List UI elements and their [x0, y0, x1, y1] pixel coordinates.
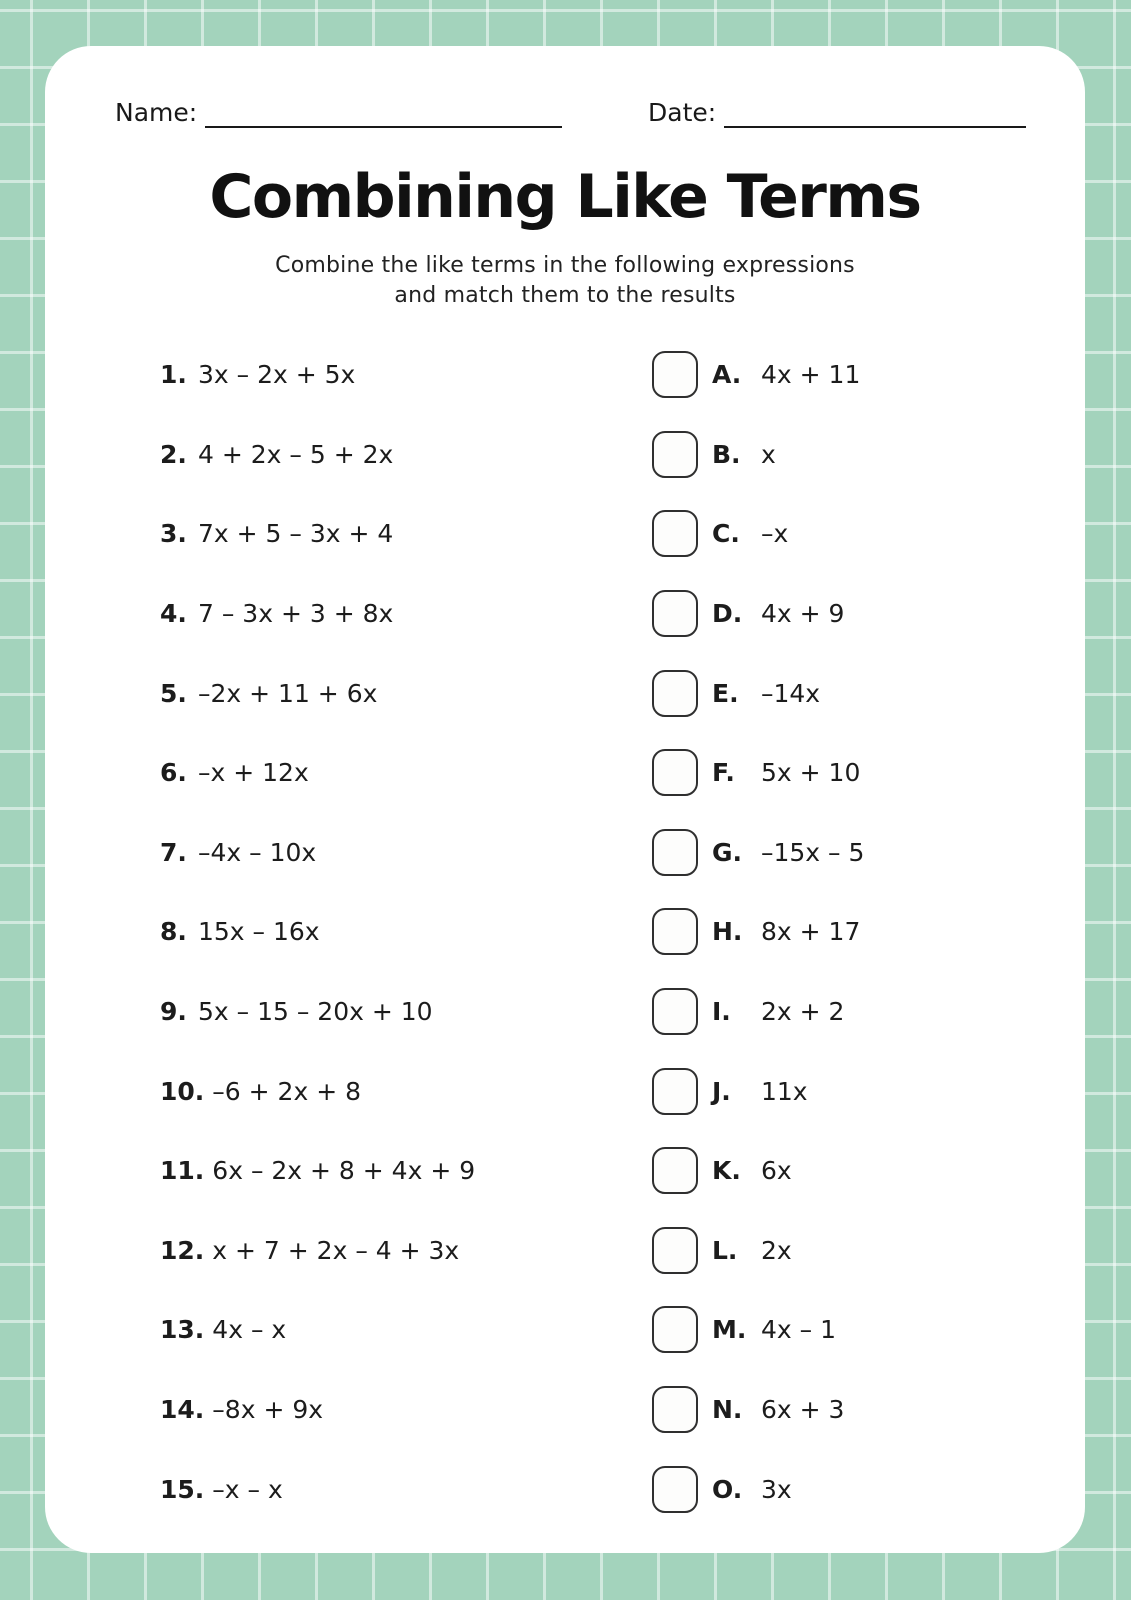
answer-expression: x [761, 439, 776, 469]
question-expression: –x + 12x [198, 758, 309, 788]
answer-letter: J. [712, 1076, 731, 1106]
answer-item [652, 590, 844, 637]
question-number: 13. [160, 1315, 205, 1345]
answer-letter: N. [712, 1395, 743, 1425]
answer-item [652, 431, 776, 478]
question-item [160, 1077, 652, 1106]
answer-expression: 5x + 10 [761, 758, 861, 788]
answer-item [652, 1466, 792, 1513]
question-item [160, 838, 652, 867]
date-input-line[interactable] [724, 98, 1026, 128]
answer-box[interactable] [652, 1386, 698, 1433]
answer-expression: 11x [761, 1076, 808, 1106]
question-item [160, 1156, 652, 1185]
question-number: 15. [160, 1474, 205, 1504]
question-item [160, 679, 652, 708]
answer-expression: 6x [761, 1156, 792, 1186]
question-expression: 6x – 2x + 8 + 4x + 9 [212, 1156, 476, 1186]
answer-box[interactable] [652, 670, 698, 717]
matching-row [160, 653, 1065, 733]
answer-expression: 8x + 17 [761, 917, 861, 947]
name-label: Name: [115, 98, 198, 127]
answer-box[interactable] [652, 829, 698, 876]
question-item [160, 599, 652, 628]
instructions [45, 251, 1085, 311]
question-number: 11. [160, 1156, 205, 1186]
name-field [115, 98, 562, 128]
question-item [160, 758, 652, 787]
answer-letter: M. [712, 1315, 747, 1345]
question-item [160, 440, 652, 469]
answer-expression: 4x + 9 [761, 599, 845, 629]
question-expression: x + 7 + 2x – 4 + 3x [212, 1235, 460, 1265]
answer-box[interactable] [652, 1306, 698, 1353]
matching-row [160, 574, 1065, 654]
question-expression: –6 + 2x + 8 [212, 1076, 361, 1106]
matching-row [160, 733, 1065, 813]
answer-letter: D. [712, 599, 743, 629]
question-expression: –x – x [212, 1474, 283, 1504]
answer-box[interactable] [652, 749, 698, 796]
matching-row [160, 1449, 1065, 1529]
answer-item [652, 829, 864, 876]
answer-expression: 4x + 11 [761, 360, 861, 390]
question-item [160, 1395, 652, 1424]
answer-letter: H. [712, 917, 743, 947]
question-number: 8. [160, 917, 187, 947]
date-field [648, 98, 1026, 128]
matching-list [160, 335, 1065, 1529]
matching-row [160, 1370, 1065, 1450]
question-number: 4. [160, 599, 187, 629]
answer-item [652, 351, 860, 398]
answer-item [652, 1227, 792, 1274]
matching-row [160, 1211, 1065, 1291]
instructions-line-2: and match them to the results [394, 283, 736, 308]
question-number: 10. [160, 1076, 205, 1106]
question-expression: 7x + 5 – 3x + 4 [198, 519, 394, 549]
answer-item [652, 908, 860, 955]
answer-letter: C. [712, 519, 740, 549]
question-number: 3. [160, 519, 187, 549]
question-number: 6. [160, 758, 187, 788]
question-expression: 4 + 2x – 5 + 2x [198, 439, 394, 469]
answer-item [652, 1147, 792, 1194]
question-number: 1. [160, 360, 187, 390]
answer-letter: K. [712, 1156, 741, 1186]
answer-expression: –14x [761, 678, 821, 708]
answer-box[interactable] [652, 510, 698, 557]
answer-item [652, 1306, 836, 1353]
matching-row [160, 1290, 1065, 1370]
question-expression: –4x – 10x [198, 837, 317, 867]
question-item [160, 1236, 652, 1265]
answer-box[interactable] [652, 351, 698, 398]
matching-row [160, 335, 1065, 415]
matching-row [160, 415, 1065, 495]
answer-box[interactable] [652, 431, 698, 478]
question-expression: –8x + 9x [212, 1395, 324, 1425]
question-expression: 5x – 15 – 20x + 10 [198, 997, 433, 1027]
answer-letter: B. [712, 439, 741, 469]
answer-letter: E. [712, 678, 739, 708]
answer-box[interactable] [652, 1227, 698, 1274]
answer-item [652, 749, 860, 796]
matching-row [160, 494, 1065, 574]
question-item [160, 1315, 652, 1344]
answer-letter: F. [712, 758, 735, 788]
instructions-line-1: Combine the like terms in the following expressions [275, 253, 855, 278]
matching-row [160, 892, 1065, 972]
answer-expression: 3x [761, 1474, 792, 1504]
answer-letter: O. [712, 1474, 743, 1504]
matching-row [160, 972, 1065, 1052]
question-number: 7. [160, 837, 187, 867]
answer-letter: A. [712, 360, 742, 390]
date-label: Date: [648, 98, 717, 127]
matching-row [160, 813, 1065, 893]
answer-box[interactable] [652, 1068, 698, 1115]
question-number: 5. [160, 678, 187, 708]
question-expression: 7 – 3x + 3 + 8x [198, 599, 394, 629]
question-item [160, 1475, 652, 1504]
answer-item [652, 1386, 844, 1433]
question-expression: 4x – x [212, 1315, 287, 1345]
question-item [160, 917, 652, 946]
question-number: 2. [160, 439, 187, 469]
question-item [160, 519, 652, 548]
answer-box[interactable] [652, 1466, 698, 1513]
answer-item [652, 670, 820, 717]
matching-row [160, 1131, 1065, 1211]
answer-expression: 6x + 3 [761, 1395, 845, 1425]
question-number: 12. [160, 1235, 205, 1265]
answer-box[interactable] [652, 988, 698, 1035]
question-expression: –2x + 11 + 6x [198, 678, 378, 708]
question-expression: 3x – 2x + 5x [198, 360, 356, 390]
worksheet-card [45, 46, 1085, 1553]
answer-item [652, 988, 844, 1035]
answer-item [652, 510, 788, 557]
answer-item [652, 1068, 808, 1115]
answer-expression: 4x – 1 [761, 1315, 836, 1345]
question-item [160, 360, 652, 389]
matching-row [160, 1051, 1065, 1131]
question-number: 9. [160, 997, 187, 1027]
answer-expression: –15x – 5 [761, 837, 865, 867]
question-item [160, 997, 652, 1026]
answer-expression: –x [761, 519, 789, 549]
page-title: Combining Like Terms [209, 162, 921, 232]
question-expression: 15x – 16x [198, 917, 320, 947]
answer-letter: L. [712, 1235, 738, 1265]
answer-box[interactable] [652, 908, 698, 955]
question-number: 14. [160, 1395, 205, 1425]
answer-expression: 2x + 2 [761, 997, 845, 1027]
answer-letter: G. [712, 837, 743, 867]
answer-expression: 2x [761, 1235, 792, 1265]
answer-letter: I. [712, 997, 731, 1027]
name-input-line[interactable] [205, 98, 562, 128]
answer-box[interactable] [652, 590, 698, 637]
answer-box[interactable] [652, 1147, 698, 1194]
